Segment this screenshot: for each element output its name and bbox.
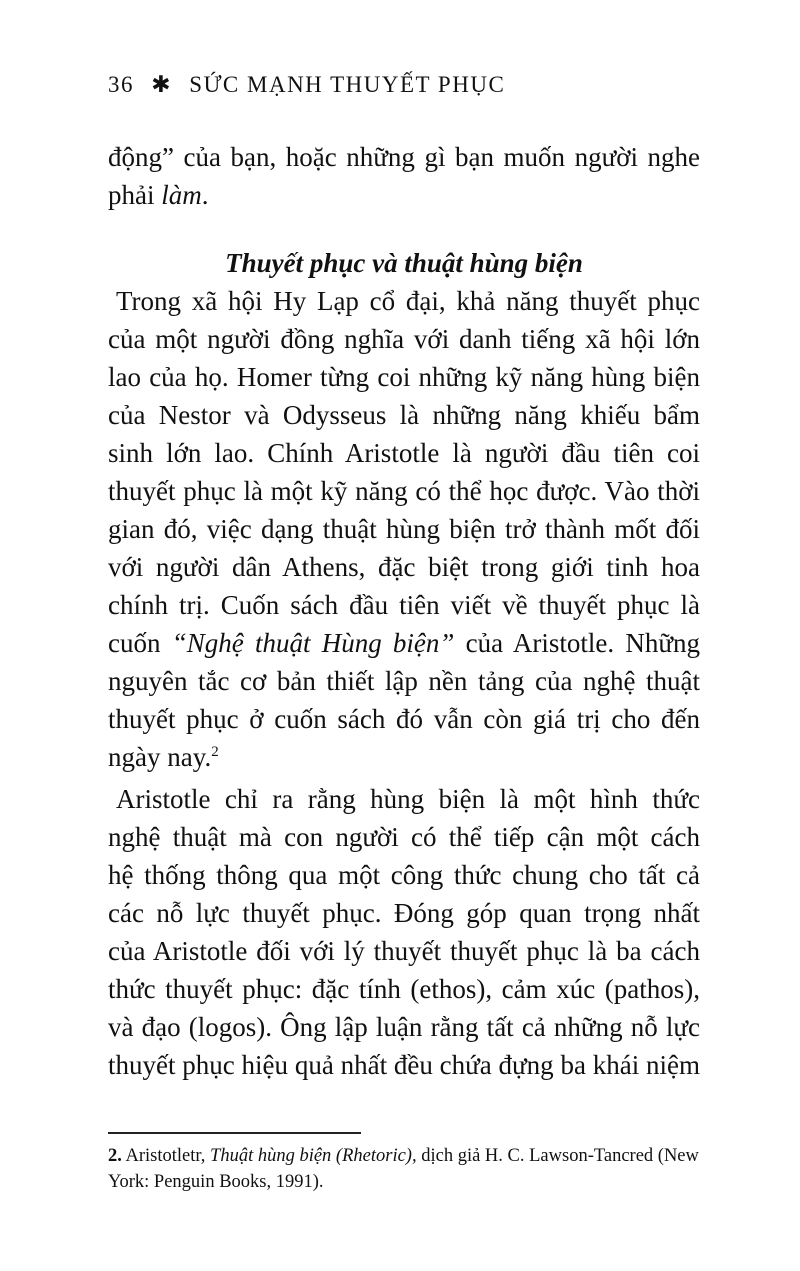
running-title: SỨC MẠNH THUYẾT PHỤC [189, 72, 506, 97]
text-span: thức thuyết phục: đặc tính (ethos), cảm xúc (pathos), [108, 974, 700, 1004]
text-line [108, 858, 700, 892]
text-line [108, 702, 700, 736]
text-span: của một người đồng nghĩa với danh tiếng xã hội lớn [108, 324, 700, 354]
text-span: thuyết phục là một kỹ năng có thể học được. Vào thời [108, 476, 700, 506]
text-span: ngày nay. [108, 742, 212, 772]
text-span: lao của họ. Homer từng coi những kỹ năng hùng biện [108, 362, 700, 392]
text-line [116, 284, 700, 318]
text-span: các nỗ lực thuyết phục. Đóng góp quan trọng nhất [108, 898, 700, 928]
text-line [108, 550, 700, 584]
text-line [108, 934, 700, 968]
text-span: của Aristotle đối với lý thuyết thuyết phục là ba cách [108, 936, 700, 966]
text-span: của Aristotle. Những [454, 628, 700, 658]
text-span: “Nghệ thuật Hùng biện” [171, 628, 455, 658]
text-line [108, 972, 700, 1006]
text-span: Aristotle chỉ ra rằng hùng biện là một hình thức [116, 784, 700, 814]
footnote-title: Thuật hùng biện (Rhetoric), [210, 1146, 417, 1166]
text-span: hệ thống thông qua một công thức chung cho tất cả [108, 860, 700, 890]
text-line [108, 820, 700, 854]
text-span: làm [161, 180, 202, 210]
text-span: phải [108, 180, 162, 210]
asterisk-separator-icon: ✱ [151, 72, 173, 97]
text-line [108, 1048, 700, 1082]
text-span: nghệ thuật mà con người có thể tiếp cận một cách [108, 822, 700, 852]
text-span: Thuyết phục và thuật hùng biện [225, 248, 583, 278]
footnote-author: Aristotletr, [121, 1146, 211, 1166]
text-line [108, 896, 700, 930]
text-span: cuốn [108, 628, 172, 658]
text-line [108, 740, 700, 774]
text-line [108, 178, 700, 212]
footnote-text: dịch giả H. C. Lawson-Tancred (New [416, 1146, 699, 1166]
text-line [108, 512, 700, 546]
text-line [108, 360, 700, 394]
page-number: 36 [108, 72, 134, 97]
text-span: nguyên tắc cơ bản thiết lập nền tảng của nghệ thuật [108, 666, 700, 696]
text-span: thuyết phục hiệu quả nhất đều chứa đựng ba khái niệm [108, 1050, 700, 1080]
text-span: Trong xã hội Hy Lạp cổ đại, khả năng thuyết phục [116, 286, 700, 316]
text-line [108, 474, 700, 508]
text-span: với người dân Athens, đặc biệt trong giới tinh hoa [108, 552, 700, 582]
footnote-line-2: York: Penguin Books, 1991). [108, 1172, 324, 1192]
text-line [108, 588, 700, 622]
running-header [108, 72, 505, 98]
footnote-line-1 [108, 1143, 699, 1169]
text-span: động” của bạn, hoặc những gì bạn muốn người nghe [108, 142, 700, 172]
text-span: của Nestor và Odysseus là những năng khiếu bẩm [108, 400, 700, 430]
footnote-number: 2. [108, 1146, 122, 1166]
text-span: thuyết phục ở cuốn sách đó vẫn còn giá trị cho đến [108, 704, 700, 734]
text-line [108, 664, 700, 698]
text-line [108, 436, 700, 470]
text-line [108, 322, 700, 356]
text-line [108, 140, 700, 174]
text-span: và đạo (logos). Ông lập luận rằng tất cả những nỗ lực [108, 1012, 700, 1042]
footnote-rule [108, 1132, 361, 1134]
text-line [108, 1010, 700, 1044]
footnote-ref: 2 [211, 744, 219, 760]
text-span: . [201, 180, 209, 210]
text-span: gian đó, việc dạng thuật hùng biện trở thành mốt đối [108, 514, 700, 544]
text-span: chính trị. Cuốn sách đầu tiên viết về thuyết phục là [108, 590, 700, 620]
section-heading [108, 246, 700, 280]
text-line [108, 398, 700, 432]
text-line [108, 626, 700, 660]
text-span: sinh lớn lao. Chính Aristotle là người đầu tiên coi [108, 438, 700, 468]
text-line [116, 782, 700, 816]
